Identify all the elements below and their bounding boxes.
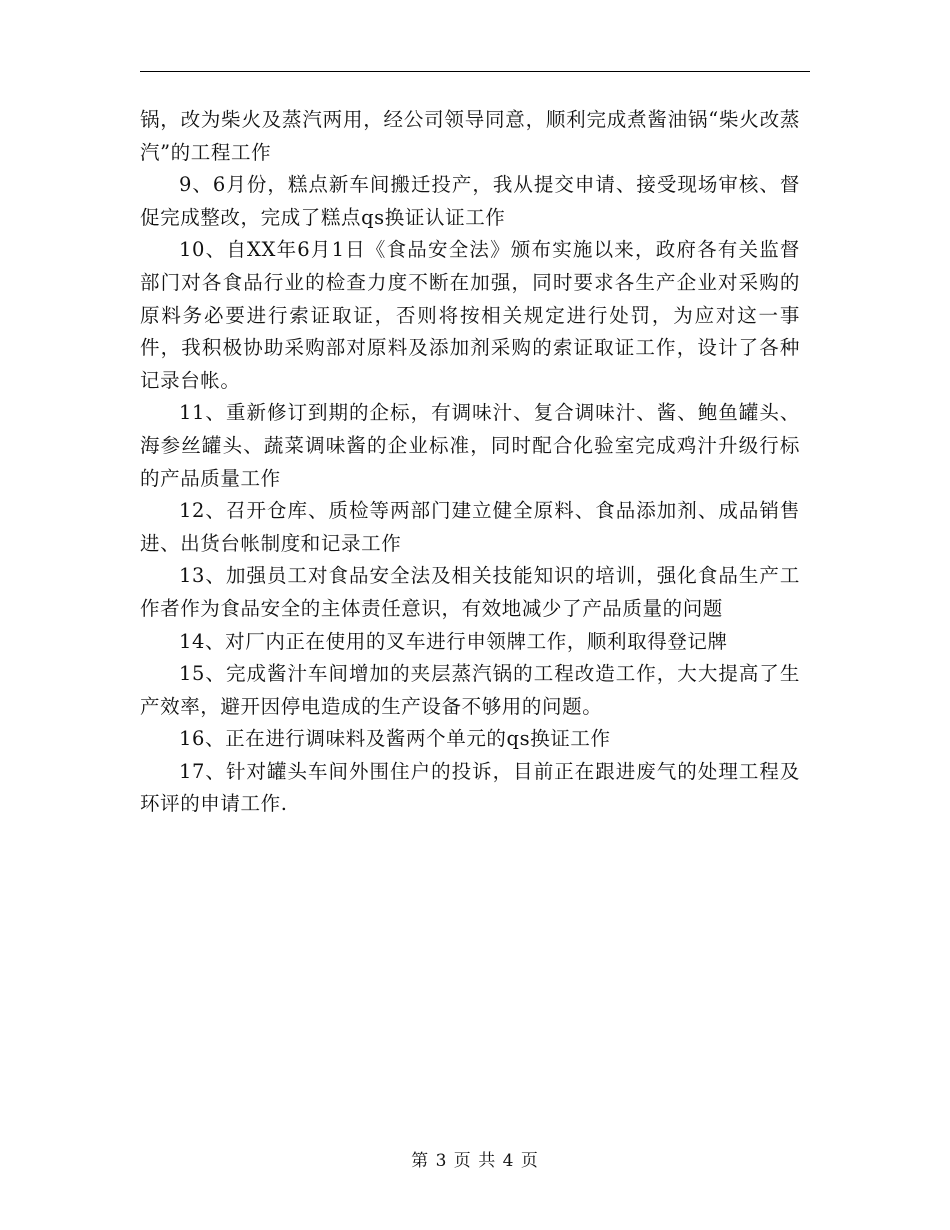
paragraph-10: 17、针对罐头车间外围住户的投诉，目前正在跟进废气的处理工程及环评的申请工作. — [140, 759, 800, 816]
paragraph-6: 13、加强员工对食品安全法及相关技能知识的培训，强化食品生产工作者作为食品安全的主体责任意识，有效地减少了产品质量的问题 — [140, 564, 800, 620]
paragraph-8: 15、完成酱汁车间增加的夹层蒸汽锅的工程改造工作，大大提高了生产效率，避开因停电造成的生产设备不够用的问题。 — [140, 662, 800, 718]
header-rule — [140, 71, 810, 72]
paragraph-9: 16、正在进行调味料及酱两个单元的qs换证工作 — [179, 727, 611, 751]
paragraph-1: 锅，改为柴火及蒸汽两用，经公司领导同意，顺利完成煮酱油锅“柴火改蒸汽”的工程工作 — [140, 108, 800, 164]
paragraph-4: 11、重新修订到期的企标，有调味汁、复合调味汁、酱、鲍鱼罐头、海参丝罐头、蔬菜调味酱的企业标准，同时配合化验室完成鸡汁升级行标的产品质量工作 — [140, 401, 800, 490]
paragraph-3: 10、自XX年6月1日《食品安全法》颁布实施以来，政府各有关监督部门对各食品行业的检查力度不断在加强，同时要求各生产企业对采购的原料务必要进行索证取证，否则将按相关规定进行处罚，为应对这一事件，我积极协助采购部对原料及添加剂采购的索证取证工作，设计了各种记录台帐。 — [140, 238, 800, 392]
document-body — [140, 104, 800, 821]
paragraph-5: 12、召开仓库、质检等两部门建立健全原料、食品添加剂、成品销售进、出货台帐制度和记录工作 — [140, 499, 800, 555]
paragraph-2: 9、6月份，糕点新车间搬迁投产，我从提交申请、接受现场审核、督促完成整改，完成了糕点qs换证认证工作 — [140, 173, 800, 229]
page-number-footer: 第 3 页 共 4 页 — [411, 1151, 539, 1171]
paragraph-7: 14、对厂内正在使用的叉车进行申领牌工作，顺利取得登记牌 — [179, 629, 728, 653]
